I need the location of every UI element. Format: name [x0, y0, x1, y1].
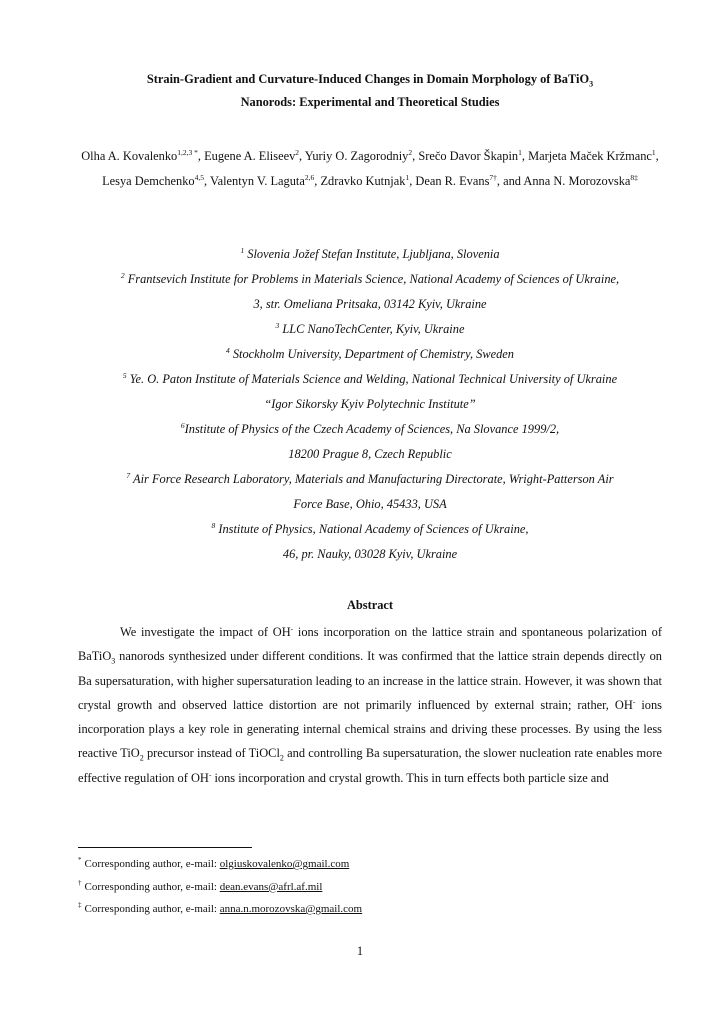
abstract-segment: -	[290, 623, 294, 633]
abstract-segment: -	[632, 696, 636, 706]
author-name: Srečo Davor Škapin	[418, 149, 519, 163]
footnote-mark: *	[78, 856, 82, 865]
affiliation-text: Institute of Physics of the Czech Academy of Sciences, Na Slovance 1999/2,	[184, 422, 560, 436]
affiliation-text: Slovenia Jožef Stefan Institute, Ljubljana, Slovenia	[244, 247, 500, 261]
abstract-heading: Abstract	[346, 598, 394, 612]
affiliation-text: 3, str. Omeliana Pritsaka, 03142 Kyiv, Ukraine	[253, 297, 487, 311]
author-affiliation-marks: 7†	[489, 172, 497, 182]
author-affiliation-marks: 1	[405, 172, 410, 182]
author-affiliation-marks: 8‡	[630, 172, 638, 182]
author-affiliation-marks: 2,6	[304, 172, 315, 182]
affiliation-number: 6	[180, 420, 185, 430]
author-email-link[interactable]: olgiuskovalenko@gmail.com	[219, 858, 350, 870]
affiliation-number: 5	[122, 370, 127, 380]
author-name: Dean R. Evans	[415, 173, 490, 188]
affiliation-line	[70, 317, 670, 342]
affiliation-line	[70, 242, 670, 267]
author-separator: ,	[655, 149, 659, 163]
affiliation-text: LLC NanoTechCenter, Kyiv, Ukraine	[279, 322, 465, 336]
author-name: Valentyn V. Laguta	[210, 173, 305, 188]
footnote	[78, 876, 662, 899]
footnote	[78, 853, 662, 876]
footnote-divider	[78, 847, 252, 848]
author-affiliation-marks: 2	[408, 147, 413, 157]
abstract-segment: ions incorporation plays a key role in generating internal chemical strains and driving these processes. By using the less reactive TiO	[78, 697, 662, 761]
affiliation-text: Frantsevich Institute for Problems in Materials Science, National Academy of Sciences of Ukraine,	[124, 272, 620, 286]
affiliation-number: 8	[211, 520, 216, 530]
page-number: 1	[356, 944, 364, 958]
affiliation-text: “Igor Sikorsky Kyiv Polytechnic Institute”	[264, 397, 476, 411]
affiliation-text: Institute of Physics, National Academy of Sciences of Ukraine,	[215, 522, 529, 536]
author-name: Anna N. Morozovska	[523, 173, 631, 188]
footnote-label: Corresponding author, e-mail:	[84, 880, 220, 893]
footnote	[78, 898, 662, 921]
affiliation-text: Force Base, Ohio, 45433, USA	[293, 497, 447, 511]
affiliation-list	[70, 242, 670, 567]
affiliation-number: 3	[275, 320, 280, 330]
affiliation-text: 18200 Prague 8, Czech Republic	[288, 447, 452, 461]
abstract-segment: and controlling Ba supersaturation, the slower nucleation rate enables more effective regulation of OH	[78, 746, 662, 785]
affiliation-number: 7	[126, 470, 131, 480]
author-list	[78, 144, 662, 193]
footnote-label: Corresponding author, e-mail:	[84, 903, 220, 915]
abstract-text	[78, 620, 662, 790]
footnote-mark: ‡	[78, 901, 82, 910]
affiliation-line	[70, 292, 670, 317]
author-affiliation-marks: 1	[518, 147, 522, 157]
affiliation-text: Ye. O. Paton Institute of Materials Science and Welding, National Technical University of Ukraine	[126, 372, 618, 386]
affiliation-line	[70, 392, 670, 417]
affiliation-line	[70, 367, 670, 392]
affiliation-text: Stockholm University, Department of Chemistry, Sweden	[229, 347, 514, 361]
abstract-segment: We investigate the impact of OH	[120, 625, 291, 639]
affiliation-number: 2	[120, 270, 125, 280]
author-name: Marjeta Maček Kržmanc	[528, 149, 652, 163]
abstract-segment: ions incorporation and crystal growth. This in turn effects both particle size and	[211, 770, 609, 785]
author-separator: ,	[409, 173, 416, 188]
author-affiliation-marks: 2	[295, 147, 300, 157]
affiliation-line	[70, 267, 670, 292]
affiliation-line	[70, 492, 670, 517]
author-separator: ,	[204, 173, 210, 188]
author-separator: ,	[299, 149, 305, 163]
author-affiliation-marks: 1,2,3 *	[177, 147, 198, 157]
author-email-link[interactable]: anna.n.morozovska@gmail.com	[219, 903, 363, 915]
abstract-segment: 2	[279, 753, 284, 763]
author-email-link[interactable]: dean.evans@afrl.af.mil	[219, 880, 323, 893]
abstract-segment: 3	[111, 656, 116, 666]
abstract-segment: precursor instead of TiOCl	[143, 746, 280, 761]
affiliation-line	[70, 342, 670, 367]
author-name: Zdravko Kutnjak	[320, 173, 406, 188]
abstract-segment: nanorods synthesized under different conditions. It was confirmed that the lattice strain depends directly on Ba supersaturation, with higher supersaturation leading to an increase in the lattice strain. However, it was shown that crystal growth and observed lattice distortion are not primarily influenced by external strain; rather, OH	[78, 649, 662, 712]
affiliation-line	[70, 542, 670, 567]
author-name: Eugene A. Eliseev	[204, 149, 296, 163]
author-separator: , and	[496, 173, 524, 188]
author-affiliation-marks: 1	[651, 147, 656, 157]
affiliation-number: 4	[225, 345, 230, 355]
title-line-1: Strain-Gradient and Curvature-Induced Changes in Domain Morphology of BaTiO$_3$	[146, 72, 594, 89]
footnotes	[78, 853, 662, 921]
author-separator: ,	[314, 173, 321, 188]
paper-title	[78, 68, 662, 114]
abstract-segment: 2	[139, 753, 144, 763]
affiliation-text: 46, pr. Nauky, 03028 Kyiv, Ukraine	[282, 547, 458, 561]
footnote-label: Corresponding author, e-mail:	[84, 858, 220, 870]
abstract-segment: -	[208, 769, 212, 779]
author-name: Yuriy O. Zagorodniy	[304, 149, 409, 163]
affiliation-number: 1	[240, 245, 245, 255]
affiliation-line	[70, 417, 670, 442]
affiliation-text: Air Force Research Laboratory, Materials and Manufacturing Directorate, Wright-Patterson Air	[130, 472, 614, 486]
title-line-2: Nanorods: Experimental and Theoretical Studies	[240, 95, 500, 109]
affiliation-line	[70, 517, 670, 542]
affiliation-line	[70, 467, 670, 492]
author-name: Olha A. Kovalenko	[81, 149, 178, 163]
abstract-segment: ions incorporation on the lattice strain and spontaneous polarization of BaTiO	[78, 625, 662, 664]
author-separator: ,	[412, 149, 419, 163]
footnote-mark: †	[78, 878, 82, 887]
affiliation-line	[70, 442, 670, 467]
author-separator: ,	[197, 149, 205, 163]
author-separator: ,	[521, 149, 529, 163]
author-name: Lesya Demchenko	[102, 173, 195, 188]
author-affiliation-marks: 4,5	[194, 172, 205, 182]
